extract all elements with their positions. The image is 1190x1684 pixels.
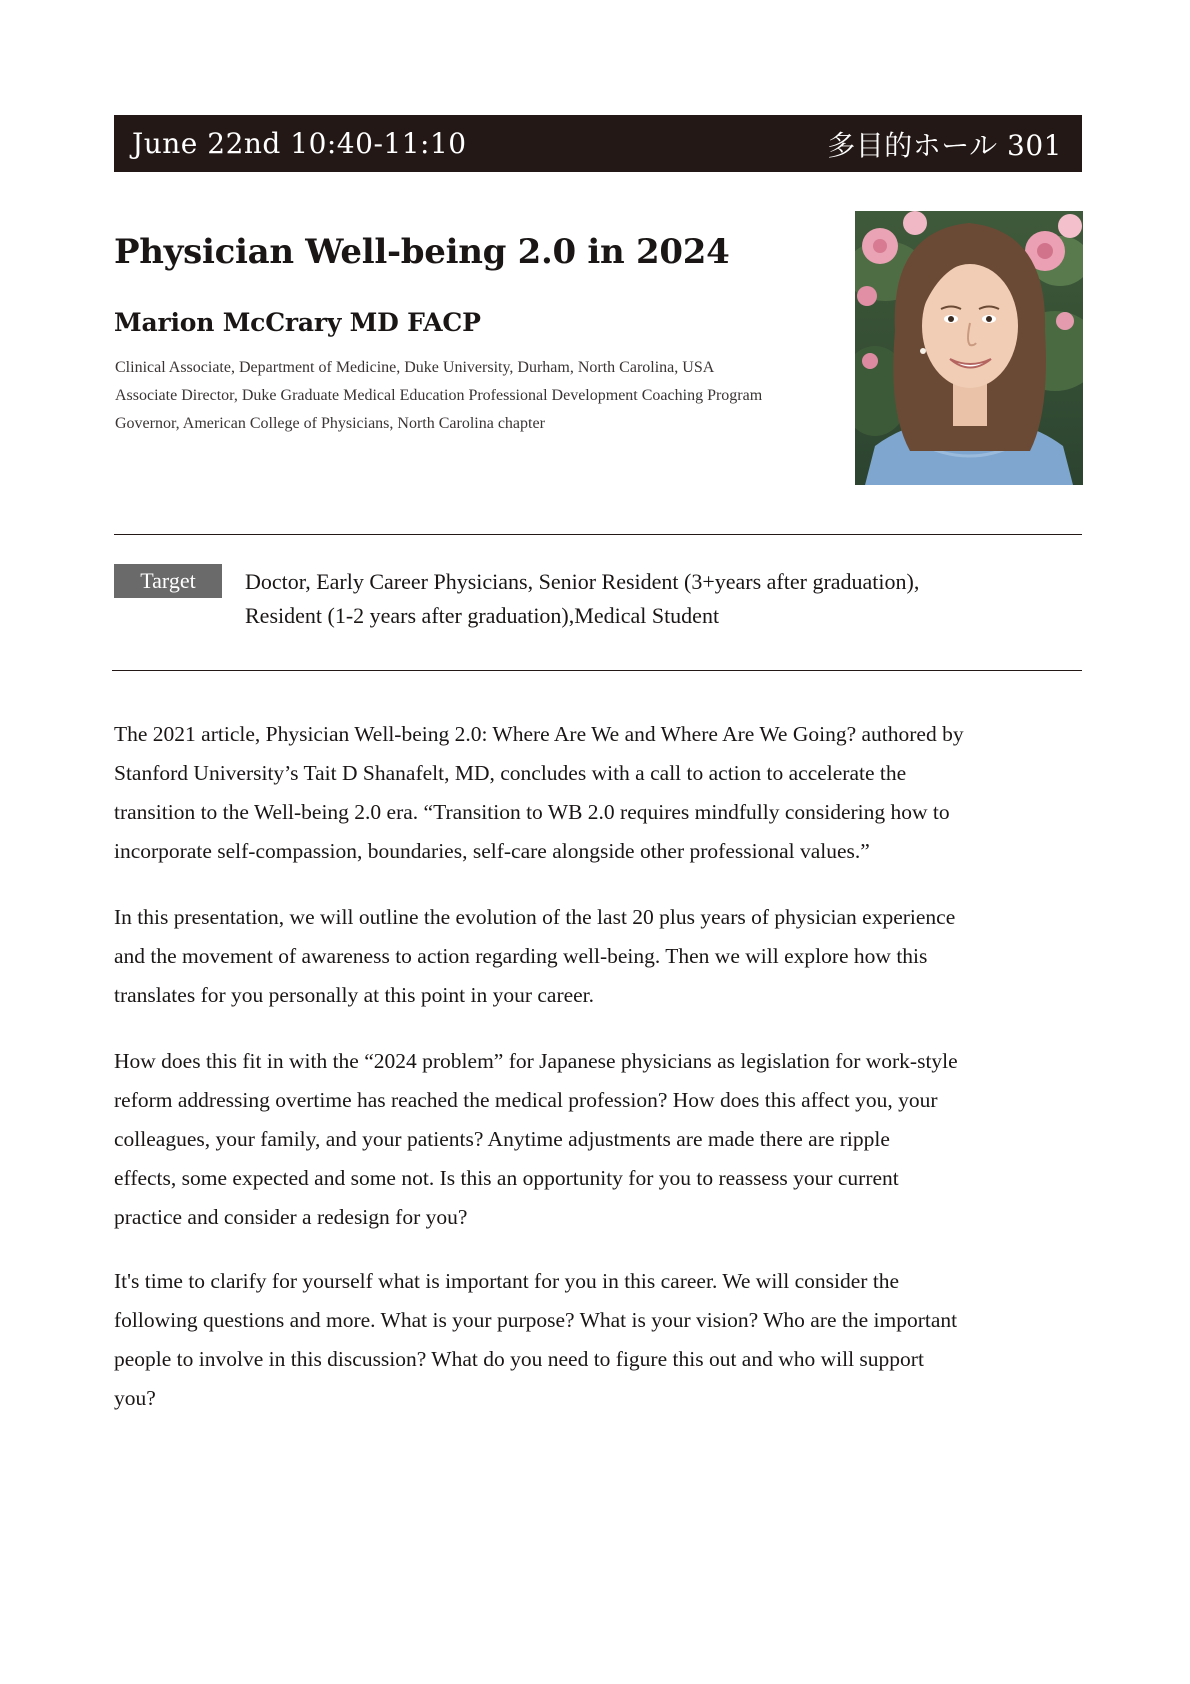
abstract-line: In this presentation, we will outline the evolution of the last 20 plus years of physician experience — [114, 905, 956, 929]
target-line: Resident (1-2 years after graduation),Medical Student — [245, 603, 720, 628]
session-header-bar — [114, 115, 1082, 172]
speaker-affiliations — [115, 354, 835, 438]
abstract-line: How does this fit in with the “2024 problem” for Japanese physicians as legislation for work-style — [114, 1049, 958, 1073]
abstract-line: people to involve in this discussion? What do you need to figure this out and who will support — [114, 1347, 924, 1371]
session-room: 多目的ホール 301 — [827, 128, 1062, 162]
target-audience — [245, 565, 1065, 633]
abstract-line: The 2021 article, Physician Well-being 2.0: Where Are We and Where Are We Going? authored by — [114, 722, 964, 746]
abstract-line: incorporate self-compassion, boundaries, self-care alongside other professional values.” — [114, 839, 870, 863]
speaker-name: Marion McCrary MD FACP — [114, 308, 481, 337]
abstract-line: transition to the Well-being 2.0 era. “Transition to WB 2.0 requires mindfully considering how to — [114, 800, 950, 824]
abstract-line: It's time to clarify for yourself what is important for you in this career. We will consider the — [114, 1269, 900, 1293]
abstract-paragraph-4 — [114, 1262, 1084, 1418]
abstract-paragraph-3 — [114, 1042, 1084, 1237]
target-badge: Target — [114, 564, 222, 598]
abstract-line: Stanford University’s Tait D Shanafelt, MD, concludes with a call to action to accelerate the — [114, 761, 907, 785]
abstract-line: following questions and more. What is your purpose? What is your vision? Who are the important — [114, 1308, 958, 1332]
affiliation-line: Governor, American College of Physicians, North Carolina chapter — [115, 415, 545, 432]
divider-top — [114, 534, 1082, 535]
abstract-line: translates for you personally at this point in your career. — [114, 983, 595, 1007]
abstract-line: effects, some expected and some not. Is this an opportunity for you to reassess your current — [114, 1166, 899, 1190]
abstract-paragraph-2 — [114, 898, 1084, 1015]
abstract-line: and the movement of awareness to action regarding well-being. Then we will explore how this — [114, 944, 928, 968]
abstract-line: you? — [114, 1386, 156, 1410]
abstract-line: reform addressing overtime has reached the medical profession? How does this affect you, your — [114, 1088, 938, 1112]
speaker-photo — [855, 211, 1083, 485]
affiliation-line: Clinical Associate, Department of Medicine, Duke University, Durham, North Carolina, USA — [115, 359, 715, 376]
talk-title: Physician Well-being 2.0 in 2024 — [114, 232, 730, 272]
session-datetime: June 22nd 10:40-11:10 — [132, 127, 467, 160]
divider-bottom — [112, 670, 1082, 671]
affiliation-line: Associate Director, Duke Graduate Medical Education Professional Development Coaching Program — [115, 387, 763, 404]
abstract-line: colleagues, your family, and your patients? Anytime adjustments are made there are ripple — [114, 1127, 890, 1151]
target-line: Doctor, Early Career Physicians, Senior Resident (3+years after graduation), — [245, 569, 920, 594]
abstract-line: practice and consider a redesign for you? — [114, 1205, 468, 1229]
abstract-paragraph-1 — [114, 715, 1084, 871]
